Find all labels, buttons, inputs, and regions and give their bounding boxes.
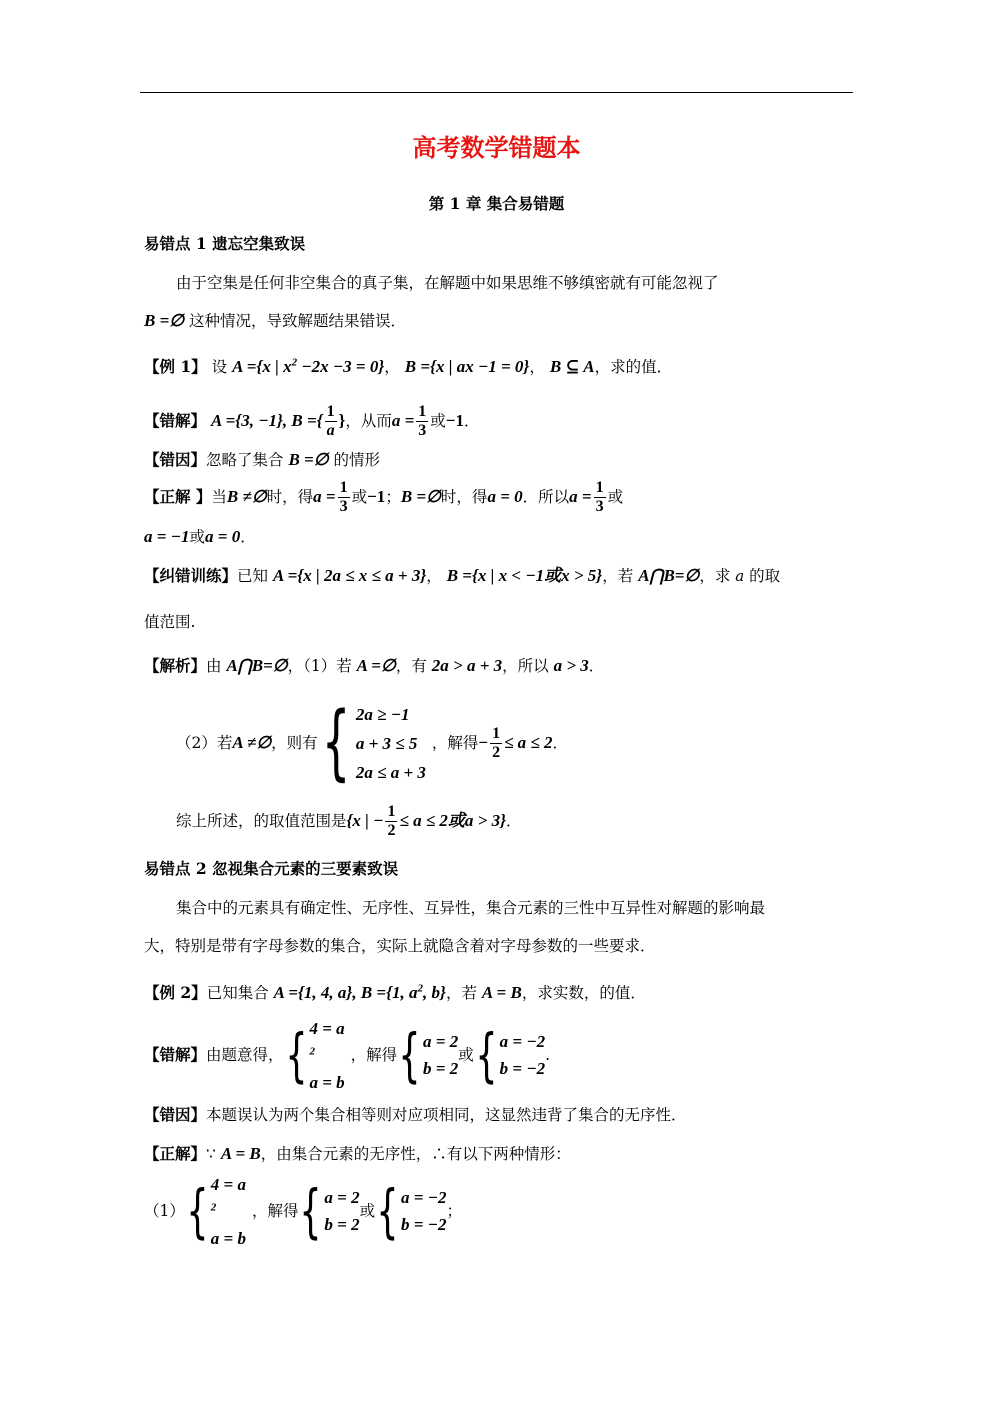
equation-system: { 2a ≥ −1 a + 3 ≤ 5 2a ≤ a + 3 xyxy=(321,695,426,790)
fraction: $\frac{1}{2}$ xyxy=(387,802,396,839)
left-brace: { xyxy=(321,695,351,790)
document-title: 高考数学错题本 xyxy=(412,134,581,162)
correct-solution-1-line-2: a = −1或a = 0． xyxy=(144,527,256,546)
training-problem-1: 【纠错训练】已知 A ={x | 2a ≤ x ≤ a + 3}， B ={x | x < −1或x > 5}，若 A⋂B=∅，求 a 的取 xyxy=(144,566,781,585)
analysis-1: 【解析】由 A⋂B=∅，（1）若 A =∅，有 2a > a + 3，所以 a > 3． xyxy=(144,656,605,675)
section-1-intro-line-2: B =∅ 这种情况，导致解题结果错误． xyxy=(144,311,407,330)
section-2-intro-line-1: 集合中的元素具有确定性、无序性、互异性，集合元素的三性中互异性对解题的影响最 xyxy=(176,899,766,917)
analysis-1-case-2: （2）若 A ≠∅ ，则有 { 2a ≥ −1 a + 3 ≤ 5 2a ≤ a + 3 ，解得 − $\frac{1}{2}$ ≤ a ≤ 2 ． xyxy=(176,695,569,790)
equation-system: { a = −2 b = −2 xyxy=(475,1021,546,1089)
equation-system: { a = −2 b = −2 xyxy=(376,1177,447,1245)
error-cause-2: 【错因】本题误认为两个集合相等则对应项相同，这显然违背了集合的无序性． xyxy=(144,1105,687,1124)
header-rule xyxy=(140,92,853,93)
wrong-solution-1: 【错解】 A ={3, −1}, B ={ $\frac{1}{a}$ } ，从而 a = $\frac{1}{3}$ 或 −1 ． xyxy=(144,402,480,439)
section-heading-1: 易错点 1 遗忘空集致误 xyxy=(144,234,306,253)
equation-system: { 4 = a $^2$ a = b xyxy=(284,1018,345,1092)
equation-system: { 4 = a $^2$ a = b xyxy=(186,1174,246,1248)
chapter-heading: 第 1 章 集合易错题 xyxy=(428,194,565,213)
left-brace: { xyxy=(186,1177,209,1245)
fraction: $\frac{1}{3}$ xyxy=(595,478,604,515)
equation-system: { a = 2 b = 2 xyxy=(398,1021,459,1089)
example-2: 【例 2】已知集合 A ={1, 4, a}, B ={1, $a^2$, b}，若 A = B，求实数，的值． xyxy=(144,982,646,1002)
correct-solution-2-case-1: （1） { 4 = a $^2$ a = b ，解得 { a = 2 b = 2 或 { a = −2 b = −2 ； xyxy=(144,1180,462,1242)
fraction: $\frac{1}{a}$ xyxy=(326,402,335,439)
left-brace: { xyxy=(376,1177,399,1245)
wrong-solution-2: 【错解】 由题意得， { 4 = a $^2$ a = b ，解得 { a = 2 b = 2 或 { a = −2 b = −2 . xyxy=(144,1024,550,1086)
equation-system: { a = 2 b = 2 xyxy=(299,1177,360,1245)
correct-solution-1: 【正解 】 当 B ≠∅ 时，得 a = $\frac{1}{3}$ 或 −1 ； B =∅ 时，得 a = 0 ．所以 a = $\frac{1}{3}$ 或 xyxy=(144,478,624,515)
section-heading-2: 易错点 2 忽视集合元素的三要素致误 xyxy=(144,859,399,878)
fraction: $\frac{1}{2}$ xyxy=(492,724,501,761)
fraction: $\frac{1}{3}$ xyxy=(339,478,348,515)
left-brace: { xyxy=(284,1021,308,1089)
example-1: 【例 1】 设 A ={x | $x^2 -2x -3 = 0$}， B ={x | ax −1 = 0}， B ⊆ A，求的值． xyxy=(144,356,673,376)
section-2-intro-line-2: 大，特别是带有字母参数的集合，实际上就隐含着对字母参数的一些要求． xyxy=(144,937,656,955)
analysis-1-summary: 综上所述，的取值范围是 {x | − $\frac{1}{2}$ ≤ a ≤ 2或a > 3} ． xyxy=(176,802,522,839)
left-brace: { xyxy=(299,1177,323,1245)
left-brace: { xyxy=(398,1021,421,1089)
fraction: $\frac{1}{3}$ xyxy=(418,402,427,439)
section-1-intro-line-1: 由于空集是任何非空集合的真子集，在解题中如果思维不够缜密就有可能忽视了 xyxy=(176,274,719,292)
correct-solution-2: 【正解】∵ A = B，由集合元素的无序性，∴有以下两种情形： xyxy=(144,1144,571,1163)
training-problem-1-line-2: 值范围. xyxy=(144,613,196,631)
error-cause-1: 【错因】忽略了集合 B =∅ 的情形 xyxy=(144,450,381,469)
left-brace: { xyxy=(475,1021,498,1089)
